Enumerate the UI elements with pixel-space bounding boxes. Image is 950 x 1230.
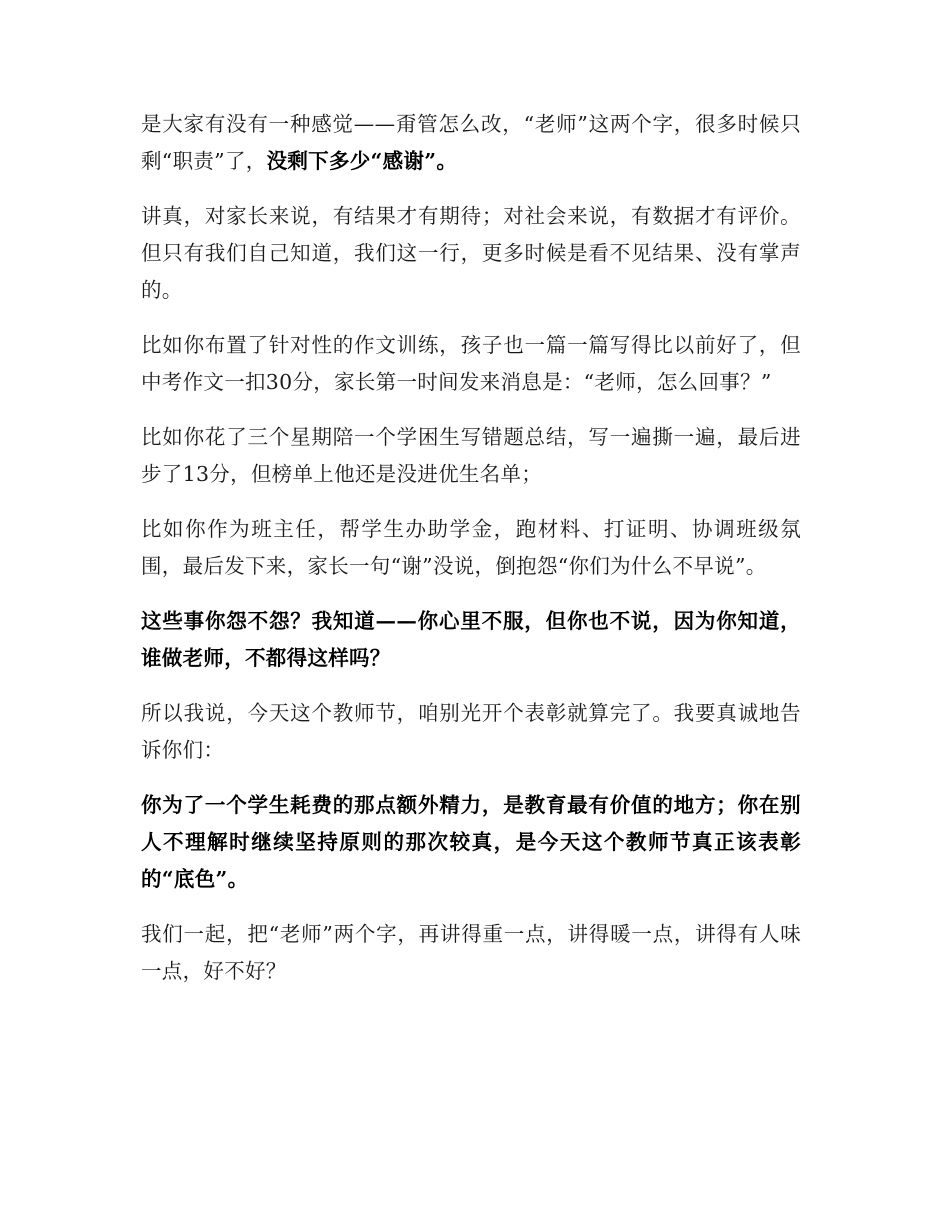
document-page <box>141 106 801 1008</box>
paragraph-7 <box>141 695 801 769</box>
paragraph-9 <box>141 916 801 990</box>
paragraph-1-emphasis: 没剩下多少“感谢”。 <box>266 149 458 173</box>
paragraph-7-text: 所以我说，今天这个教师节，咱别光开个表彰就算完了。我要真诚地告诉你们： <box>141 701 801 762</box>
paragraph-2-text: 讲真，对家长来说，有结果才有期待；对社会来说，有数据才有评价。但只有我们自己知道，我们这一行，更多时候是看不见结果、没有掌声的。 <box>141 204 801 302</box>
paragraph-2 <box>141 198 801 309</box>
paragraph-9-text: 我们一起，把“老师”两个字，再讲得重一点，讲得暖一点，讲得有人味一点，好不好？ <box>141 922 801 983</box>
paragraph-3 <box>141 327 801 401</box>
paragraph-4 <box>141 419 801 493</box>
paragraph-4-text: 比如你花了三个星期陪一个学困生写错题总结，写一遍撕一遍，最后进步了13分，但榜单上他还是没进优生名单； <box>141 425 801 486</box>
paragraph-8 <box>141 787 801 898</box>
paragraph-8-emphasis: 你为了一个学生耗费的那点额外精力，是教育最有价值的地方；你在别人不理解时继续坚持原则的那次较真，是今天这个教师节真正该表彰的“底色”。 <box>141 793 801 891</box>
paragraph-5-text: 比如你作为班主任，帮学生办助学金，跑材料、打证明、协调班级氛围，最后发下来，家长一句“谢”没说，倒抱怨“你们为什么不早说”。 <box>141 517 801 578</box>
paragraph-1-text: 是大家有没有一种感觉——甭管怎么改，“老师”这两个字，很多时候只剩“职责”了， <box>141 112 801 173</box>
paragraph-6 <box>141 603 801 677</box>
paragraph-1 <box>141 106 801 180</box>
paragraph-3-text: 比如你布置了针对性的作文训练，孩子也一篇一篇写得比以前好了，但中考作文一扣30分，家长第一时间发来消息是：“老师，怎么回事？” <box>141 333 801 394</box>
paragraph-5 <box>141 511 801 585</box>
paragraph-6-emphasis: 这些事你怨不怨？我知道——你心里不服，但你也不说，因为你知道，谁做老师，不都得这样吗？ <box>141 609 801 670</box>
